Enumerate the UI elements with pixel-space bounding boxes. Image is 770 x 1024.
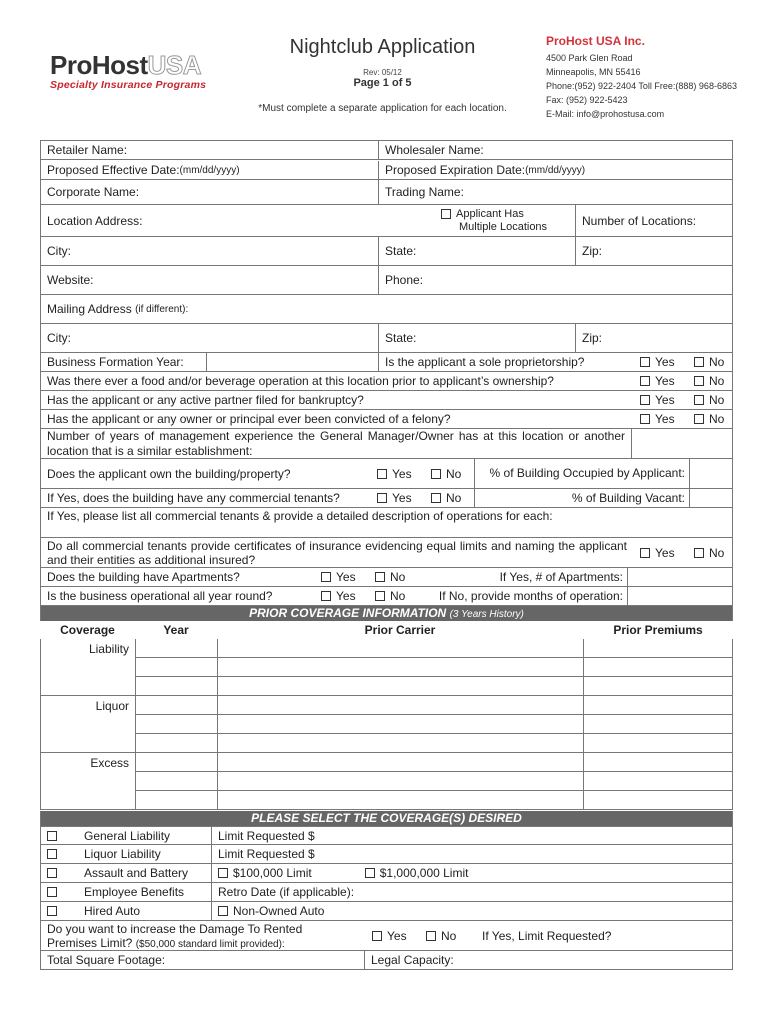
prior-coverage-columns — [40, 621, 733, 639]
liquor-label: Liquor Liability — [84, 847, 161, 861]
pct-occupied-input[interactable] — [689, 459, 732, 488]
year-round-no[interactable]: No — [375, 587, 405, 605]
mailing-address-field[interactable]: Mailing Address (if different): — [47, 302, 189, 316]
corporate-name-field[interactable]: Corporate Name: — [47, 185, 140, 199]
pct-vacant-input[interactable] — [689, 489, 732, 507]
num-apartments-label: If Yes, # of Apartments: — [499, 570, 623, 584]
assault-checkbox[interactable] — [47, 864, 62, 882]
prior-carrier-cell[interactable] — [217, 658, 583, 677]
tenant-certs-question: Do all commercial tenants provide certificates of insurance evidencing equal limits and naming the applicant and their entities as additional insured? — [47, 538, 627, 567]
coverage-group-label: Liquor — [95, 698, 129, 713]
website-field[interactable]: Website: — [47, 273, 94, 287]
prior-coverage-row — [40, 753, 733, 772]
prohost-logo — [50, 52, 206, 91]
list-tenants-field[interactable]: If Yes, please list all commercial tenants & provide a detailed description of operations for each: — [47, 509, 553, 523]
trading-name-field[interactable]: Trading Name: — [378, 180, 732, 204]
assault-label: Assault and Battery — [84, 866, 189, 880]
sole-prop-yes[interactable]: Yes — [640, 353, 675, 371]
corporate-row — [40, 180, 733, 205]
prior-carrier-cell[interactable] — [217, 639, 583, 658]
commercial-tenants-question: If Yes, does the building have any commercial tenants? — [47, 491, 340, 505]
employee-benefits-checkbox[interactable] — [47, 883, 62, 901]
phone-field[interactable]: Phone: — [378, 266, 732, 294]
address-line-2: Minneapolis, MN 55416 — [546, 67, 641, 77]
damage-rented-row — [40, 921, 733, 951]
gl-row — [40, 826, 733, 845]
square-footage-field[interactable]: Total Square Footage: — [47, 953, 166, 967]
prior-premium-cell[interactable] — [583, 734, 733, 753]
retailer-wholesaler-row — [40, 140, 733, 180]
own-building-row — [40, 459, 733, 489]
location-row — [40, 205, 733, 237]
square-footage-row — [40, 951, 733, 970]
year-cell[interactable] — [135, 753, 217, 772]
coverage-cell — [40, 734, 135, 753]
page-header — [0, 0, 770, 135]
prior-food-question: Was there ever a food and/or beverage operation at this location prior to applicant’s ownership? — [47, 374, 554, 388]
felony-yes[interactable]: Yes — [640, 410, 675, 428]
coverage-cell — [40, 677, 135, 696]
prior-coverage-row — [40, 734, 733, 753]
mailing-row — [40, 295, 733, 324]
coverage-cell — [40, 791, 135, 810]
website-row — [40, 266, 733, 295]
email-line: E-Mail: info@prohostusa.com — [546, 109, 665, 119]
coverage-group-label: Liability — [88, 641, 129, 656]
year-cell[interactable] — [135, 715, 217, 734]
prior-premium-cell[interactable] — [583, 753, 733, 772]
non-owned-auto[interactable]: Non-Owned Auto — [211, 902, 732, 920]
months-operation-label: If No, provide months of operation: — [438, 589, 623, 603]
bankruptcy-yes[interactable]: Yes — [640, 391, 675, 409]
damage-rented-question: Do you want to increase the Damage To Rented Premises Limit? ($50,000 standard limit provided): — [47, 922, 303, 950]
legal-capacity-field[interactable]: Legal Capacity: — [364, 951, 732, 969]
own-building-yes[interactable]: Yes — [377, 459, 412, 488]
prior-premium-cell[interactable] — [583, 715, 733, 734]
mgmt-years-input[interactable] — [631, 429, 732, 458]
page-title: Nightclub Application — [289, 36, 476, 58]
own-building-question: Does the applicant own the building/property? — [47, 466, 291, 481]
formation-row — [40, 353, 733, 372]
coverage-cell — [40, 639, 135, 658]
mgmt-row — [40, 429, 733, 459]
limit-1m-checkbox[interactable] — [365, 868, 375, 878]
bankruptcy-question: Has the applicant or any active partner filed for bankruptcy? — [47, 393, 364, 407]
coverage-cell — [40, 772, 135, 791]
formation-year-field[interactable]: Business Formation Year: — [47, 355, 184, 369]
prior-carrier-cell[interactable] — [217, 715, 583, 734]
location-note: *Must complete a separate application for each location. — [258, 103, 507, 114]
limit-100k-checkbox[interactable] — [218, 868, 228, 878]
tenant-certs-no[interactable]: No — [694, 538, 724, 567]
bankruptcy-no[interactable]: No — [694, 391, 724, 409]
apartments-yes[interactable]: Yes — [321, 568, 356, 586]
number-of-locations-field[interactable]: Number of Locations: — [575, 205, 732, 236]
logo-prohost: ProHost — [50, 50, 148, 80]
prior-carrier-cell[interactable] — [217, 772, 583, 791]
retro-date-field[interactable]: Retro Date (if applicable): — [211, 883, 732, 901]
commercial-tenants-row — [40, 489, 733, 508]
coverage-cell — [40, 715, 135, 734]
damage-rented-no[interactable]: No — [426, 921, 456, 950]
apartments-no[interactable]: No — [375, 568, 405, 586]
employee-benefits-label: Employee Benefits — [84, 885, 185, 899]
num-apartments-input[interactable] — [627, 568, 732, 586]
liquor-row — [40, 845, 733, 864]
year-cell[interactable] — [135, 639, 217, 658]
year-cell[interactable] — [135, 791, 217, 810]
prior-carrier-cell[interactable] — [217, 696, 583, 715]
coverage-cell — [40, 753, 135, 772]
prior-coverage-grid — [40, 639, 733, 810]
prior-carrier-cell[interactable] — [217, 791, 583, 810]
prior-premium-cell[interactable] — [583, 677, 733, 696]
damage-rented-yes[interactable]: Yes — [372, 921, 407, 950]
prior-premium-cell[interactable] — [583, 639, 733, 658]
wholesaler-name-field[interactable]: Wholesaler Name: — [378, 141, 732, 160]
prior-food-no[interactable]: No — [694, 372, 724, 390]
prior-coverage-row — [40, 696, 733, 715]
assault-row — [40, 864, 733, 883]
tenant-certs-yes[interactable]: Yes — [640, 538, 675, 567]
employee-benefits-row — [40, 883, 733, 902]
year-cell[interactable] — [135, 734, 217, 753]
prior-coverage-row — [40, 639, 733, 658]
year-cell[interactable] — [135, 696, 217, 715]
prior-premium-cell[interactable] — [583, 696, 733, 715]
mailing-state-field[interactable]: State: — [378, 324, 575, 352]
col-year: Year — [163, 623, 189, 637]
city-field[interactable]: City: — [47, 244, 71, 258]
revision: Rev: 05/12 — [363, 68, 402, 77]
commercial-tenants-yes[interactable]: Yes — [377, 489, 412, 507]
application-form — [40, 140, 733, 970]
gl-limit-field[interactable]: Limit Requested $ — [211, 827, 732, 844]
formation-year-input[interactable] — [206, 353, 378, 371]
mailing-zip-field[interactable]: Zip: — [575, 324, 732, 352]
page-number: Page 1 of 5 — [353, 77, 412, 89]
felony-no[interactable]: No — [694, 410, 724, 428]
coverage-cell — [40, 696, 135, 715]
apartments-question: Does the building have Apartments? — [47, 570, 240, 584]
bankruptcy-row — [40, 391, 733, 410]
hired-auto-checkbox[interactable] — [47, 902, 62, 920]
mailing-city-field[interactable]: City: — [47, 331, 71, 345]
company-name: ProHost USA Inc. — [546, 34, 645, 48]
prior-coverage-row — [40, 677, 733, 696]
logo-tagline: Specialty Insurance Programs — [50, 79, 207, 91]
liquor-limit-field[interactable]: Limit Requested $ — [211, 845, 732, 863]
prior-carrier-cell[interactable] — [217, 753, 583, 772]
prior-food-row — [40, 372, 733, 391]
prior-coverage-row — [40, 715, 733, 734]
prior-premium-cell[interactable] — [583, 791, 733, 810]
assault-limits: $100,000 Limit $1,000,000 Limit — [211, 864, 732, 882]
own-building-no[interactable]: No — [431, 459, 461, 488]
col-prior-carrier: Prior Carrier — [364, 623, 436, 637]
prior-carrier-cell[interactable] — [217, 677, 583, 696]
expiration-date-field[interactable]: Proposed Expiration Date: (mm/dd/yyyy) — [378, 161, 732, 179]
prior-coverage-row — [40, 791, 733, 810]
mailing-city-row — [40, 324, 733, 353]
zip-field[interactable]: Zip: — [575, 237, 732, 265]
felony-row — [40, 410, 733, 429]
prior-coverage-row — [40, 658, 733, 677]
coverage-group-label: Excess — [90, 755, 129, 770]
prior-coverage-header: PRIOR COVERAGE INFORMATION (3 Years History) — [40, 606, 733, 621]
prior-food-yes[interactable]: Yes — [640, 372, 675, 390]
damage-limit-requested[interactable]: If Yes, Limit Requested? — [482, 928, 612, 943]
checkbox-icon[interactable] — [441, 209, 451, 219]
prior-carrier-cell[interactable] — [217, 734, 583, 753]
list-tenants-row — [40, 508, 733, 538]
year-round-question: Is the business operational all year round? — [47, 589, 273, 603]
phone-line: Phone:(952) 922-2404 Toll Free:(888) 968-6863 — [546, 81, 737, 91]
prior-premium-cell[interactable] — [583, 658, 733, 677]
gl-label: General Liability — [84, 828, 171, 843]
city-row — [40, 237, 733, 266]
address-line-1: 4500 Park Glen Road — [546, 53, 633, 63]
felony-question: Has the applicant or any owner or principal ever been convicted of a felony? — [47, 412, 451, 426]
col-prior-premiums: Prior Premiums — [613, 623, 703, 637]
fax-line: Fax: (952) 922-5423 — [546, 95, 628, 105]
coverage-desired-header: PLEASE SELECT THE COVERAGE(S) DESIRED — [40, 811, 733, 826]
hired-auto-label: Hired Auto — [84, 904, 141, 918]
commercial-tenants-no[interactable]: No — [431, 489, 461, 507]
multiple-locations-checkbox[interactable]: Applicant Has Multiple Locations — [441, 208, 547, 234]
pct-vacant-label: % of Building Vacant: — [474, 489, 689, 507]
liquor-checkbox[interactable] — [47, 845, 62, 863]
apartments-row — [40, 568, 733, 587]
location-address-field[interactable]: Location Address: — [47, 213, 143, 228]
sole-prop-question: Is the applicant a sole proprietorship? — [378, 353, 638, 371]
effective-date-field[interactable]: Proposed Effective Date: (mm/dd/yyyy) — [47, 163, 240, 177]
sole-prop-no[interactable]: No — [694, 353, 724, 371]
months-operation-input[interactable] — [627, 587, 732, 605]
state-field[interactable]: State: — [378, 237, 575, 265]
coverage-cell — [40, 658, 135, 677]
col-coverage: Coverage — [60, 623, 115, 637]
logo-usa: USA — [147, 50, 202, 80]
mgmt-years-question: Number of years of management experience the General Manager/Owner has at this location or another location that is a similar establishment: — [47, 428, 625, 458]
retailer-name-field[interactable]: Retailer Name: — [41, 141, 378, 160]
prior-coverage-row — [40, 772, 733, 791]
year-cell[interactable] — [135, 677, 217, 696]
year-round-row — [40, 587, 733, 606]
prior-premium-cell[interactable] — [583, 772, 733, 791]
year-round-yes[interactable]: Yes — [321, 587, 356, 605]
year-cell[interactable] — [135, 658, 217, 677]
gl-checkbox[interactable] — [47, 827, 62, 844]
tenant-certs-row — [40, 538, 733, 568]
pct-occupied-label: % of Building Occupied by Applicant: — [474, 459, 689, 488]
hired-auto-row — [40, 902, 733, 921]
year-cell[interactable] — [135, 772, 217, 791]
